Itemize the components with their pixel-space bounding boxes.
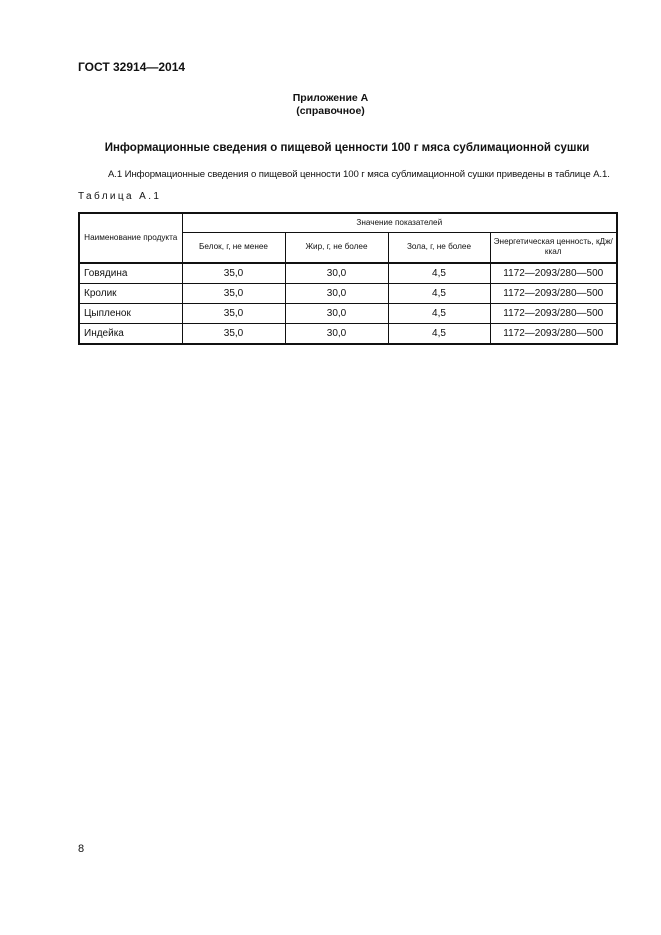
nutrition-table xyxy=(78,212,618,345)
energy-value: 1172—2093/280—500 xyxy=(490,283,617,303)
protein-value: 35,0 xyxy=(182,283,285,303)
product-name: Индейка xyxy=(79,323,182,344)
ash-value: 4,5 xyxy=(388,303,490,323)
ash-value: 4,5 xyxy=(388,283,490,303)
fat-value: 30,0 xyxy=(285,323,388,344)
fat-value: 30,0 xyxy=(285,263,388,284)
header-energy: Энергетическая ценность, кДж/ккал xyxy=(490,232,617,263)
fat-value: 30,0 xyxy=(285,303,388,323)
header-product-name: Наименование продукта xyxy=(79,213,182,263)
protein-value: 35,0 xyxy=(182,323,285,344)
table-row xyxy=(79,303,617,323)
document-code: ГОСТ 32914—2014 xyxy=(78,60,186,74)
header-fat: Жир, г, не более xyxy=(285,232,388,263)
energy-value: 1172—2093/280—500 xyxy=(490,303,617,323)
table-row xyxy=(79,263,617,284)
page-number: 8 xyxy=(78,843,85,855)
energy-value: 1172—2093/280—500 xyxy=(490,263,617,284)
table-row xyxy=(79,283,617,303)
energy-value: 1172—2093/280—500 xyxy=(490,323,617,344)
header-ash: Зола, г, не более xyxy=(388,232,490,263)
header-protein: Белок, г, не менее xyxy=(182,232,285,263)
product-name: Кролик xyxy=(79,283,182,303)
ash-value: 4,5 xyxy=(388,323,490,344)
protein-value: 35,0 xyxy=(182,263,285,284)
table-row xyxy=(79,323,617,344)
fat-value: 30,0 xyxy=(285,283,388,303)
table-caption: Таблица А.1 xyxy=(78,191,162,202)
annex-subtitle: (справочное) xyxy=(296,105,365,117)
protein-value: 35,0 xyxy=(182,303,285,323)
intro-paragraph: А.1 Информационные сведения о пищевой ценности 100 г мяса сублимационной сушки приведены в таблице А.1. xyxy=(108,169,610,180)
annex-title: Приложение А xyxy=(292,92,369,104)
product-name: Цыпленок xyxy=(79,303,182,323)
product-name: Говядина xyxy=(79,263,182,284)
section-heading: Информационные сведения о пищевой ценности 100 г мяса сублимационной сушки xyxy=(104,142,590,154)
ash-value: 4,5 xyxy=(388,263,490,284)
header-indicator-values: Значение показателей xyxy=(182,213,617,232)
